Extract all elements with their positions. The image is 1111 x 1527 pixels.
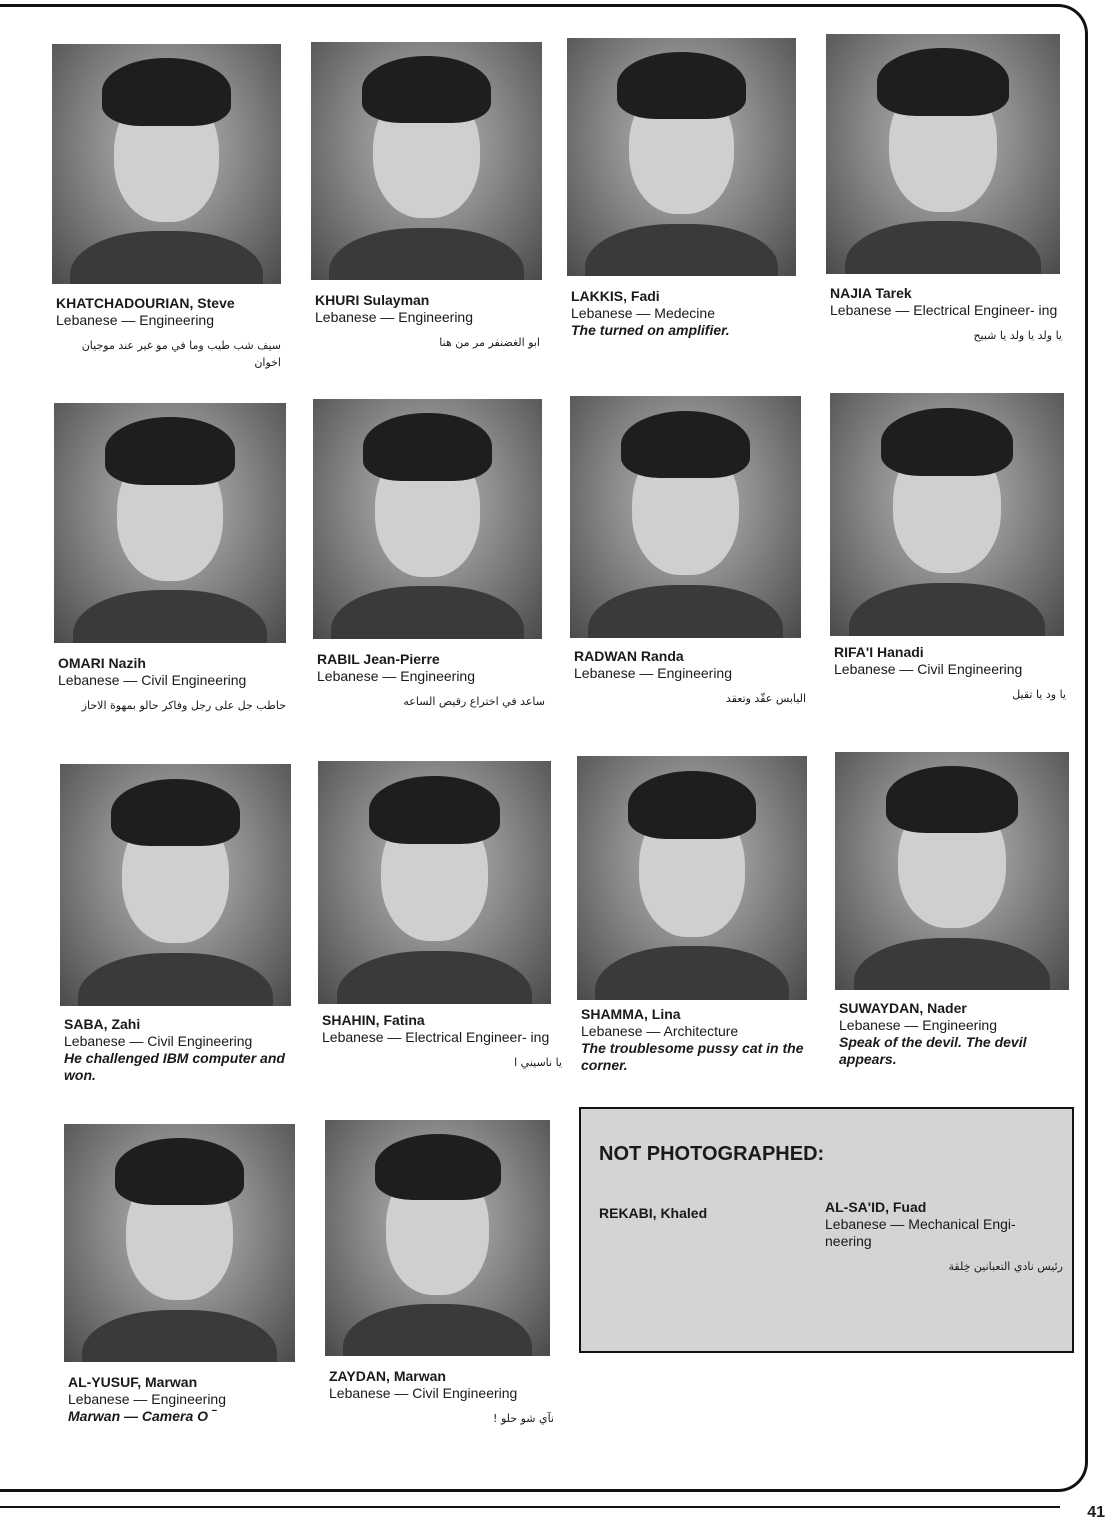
not-photographed-arabic-note: رئيس نادي التعبانين خِلقة bbox=[948, 1260, 1063, 1273]
student-name: SUWAYDAN, Nader bbox=[839, 1000, 967, 1016]
student-photo bbox=[325, 1120, 550, 1356]
student-arabic-note: ساعد في اختراع رقيص الساعه bbox=[403, 695, 545, 708]
student-name: LAKKIS, Fadi bbox=[571, 288, 660, 304]
student-detail: Lebanese — Electrical Engineer- ing bbox=[830, 302, 1058, 318]
student-arabic-note: حاطب جل على رجل وفاكر حالو بمهوة الاحاز bbox=[81, 699, 286, 712]
student-arabic-note: يا ناسيني ا bbox=[514, 1056, 562, 1069]
student-name: NAJIA Tarek bbox=[830, 285, 912, 301]
student-detail: Lebanese — Engineering bbox=[68, 1391, 227, 1407]
student-quote: He challenged IBM computer and won. bbox=[64, 1050, 285, 1083]
student-detail: Lebanese — Engineering bbox=[315, 309, 474, 325]
student-name: SHAHIN, Fatina bbox=[322, 1012, 425, 1028]
student-photo bbox=[311, 42, 542, 280]
student-arabic-note: يا ود يا تقيل bbox=[1012, 688, 1066, 701]
not-photographed-box bbox=[579, 1107, 1074, 1353]
student-photo bbox=[313, 399, 542, 639]
student-detail: Lebanese — Medecine bbox=[571, 305, 715, 321]
student-detail: Lebanese — Engineering bbox=[574, 665, 733, 681]
student-name: SABA, Zahi bbox=[64, 1016, 141, 1032]
student-quote: The troublesome pussy cat in the corner. bbox=[581, 1040, 804, 1073]
student-detail: Lebanese — Civil Engineering bbox=[64, 1033, 253, 1049]
student-quote: Marwan — Camera O ‾ bbox=[68, 1408, 217, 1424]
student-arabic-note: سيف شب طيب وما في مو غير عند موجيان اخوان bbox=[81, 339, 281, 369]
student-arabic-note: ابو الغضنفر مر من هنا bbox=[439, 336, 540, 349]
student-detail: Lebanese — Civil Engineering bbox=[58, 672, 247, 688]
student-photo bbox=[567, 38, 796, 276]
student-name: AL-YUSUF, Marwan bbox=[68, 1374, 198, 1390]
student-detail: Lebanese — Architecture bbox=[581, 1023, 739, 1039]
not-photographed-detail: Lebanese — Mechanical Engi- neering bbox=[825, 1216, 1016, 1249]
student-detail: Lebanese — Engineering bbox=[317, 668, 476, 684]
student-photo bbox=[830, 393, 1064, 636]
student-photo bbox=[318, 761, 551, 1004]
student-photo bbox=[826, 34, 1060, 274]
student-detail: Lebanese — Electrical Engineer- ing bbox=[322, 1029, 550, 1045]
student-detail: Lebanese — Civil Engineering bbox=[329, 1385, 518, 1401]
student-detail: Lebanese — Engineering bbox=[56, 312, 215, 328]
not-photographed-entry bbox=[825, 1199, 1063, 1275]
student-photo bbox=[835, 752, 1069, 990]
student-photo bbox=[577, 756, 807, 1000]
student-photo bbox=[54, 403, 286, 643]
not-photographed-name: REKABI, Khaled bbox=[599, 1205, 708, 1221]
student-detail: Lebanese — Civil Engineering bbox=[834, 661, 1023, 677]
student-name: SHAMMA, Lina bbox=[581, 1006, 681, 1022]
student-photo bbox=[570, 396, 801, 638]
student-name: RADWAN Randa bbox=[574, 648, 684, 664]
student-name: RIFA'I Hanadi bbox=[834, 644, 924, 660]
student-quote: The turned on amplifier. bbox=[571, 322, 730, 338]
not-photographed-title: NOT PHOTOGRAPHED: bbox=[599, 1143, 825, 1165]
not-photographed-name: AL-SA'ID, Fuad bbox=[825, 1199, 927, 1215]
student-name: ZAYDAN, Marwan bbox=[329, 1368, 446, 1384]
student-name: KHATCHADOURIAN, Steve bbox=[56, 295, 235, 311]
student-quote: Speak of the devil. The devil appears. bbox=[839, 1034, 1027, 1067]
student-photo bbox=[60, 764, 291, 1006]
student-arabic-note: اليابس عقّد وتعقد bbox=[725, 692, 806, 705]
student-name: KHURI Sulayman bbox=[315, 292, 430, 308]
student-photo bbox=[64, 1124, 295, 1362]
student-photo bbox=[52, 44, 281, 284]
bottom-rule bbox=[0, 1506, 1060, 1508]
student-detail: Lebanese — Engineering bbox=[839, 1017, 998, 1033]
student-name: RABIL Jean-Pierre bbox=[317, 651, 440, 667]
student-arabic-note: يا ولد يا ولد يا شبيح bbox=[973, 329, 1062, 342]
student-arabic-note: نآي شو حلو ! bbox=[493, 1412, 554, 1425]
page-number: 41 bbox=[1087, 1504, 1105, 1521]
student-name: OMARI Nazih bbox=[58, 655, 146, 671]
